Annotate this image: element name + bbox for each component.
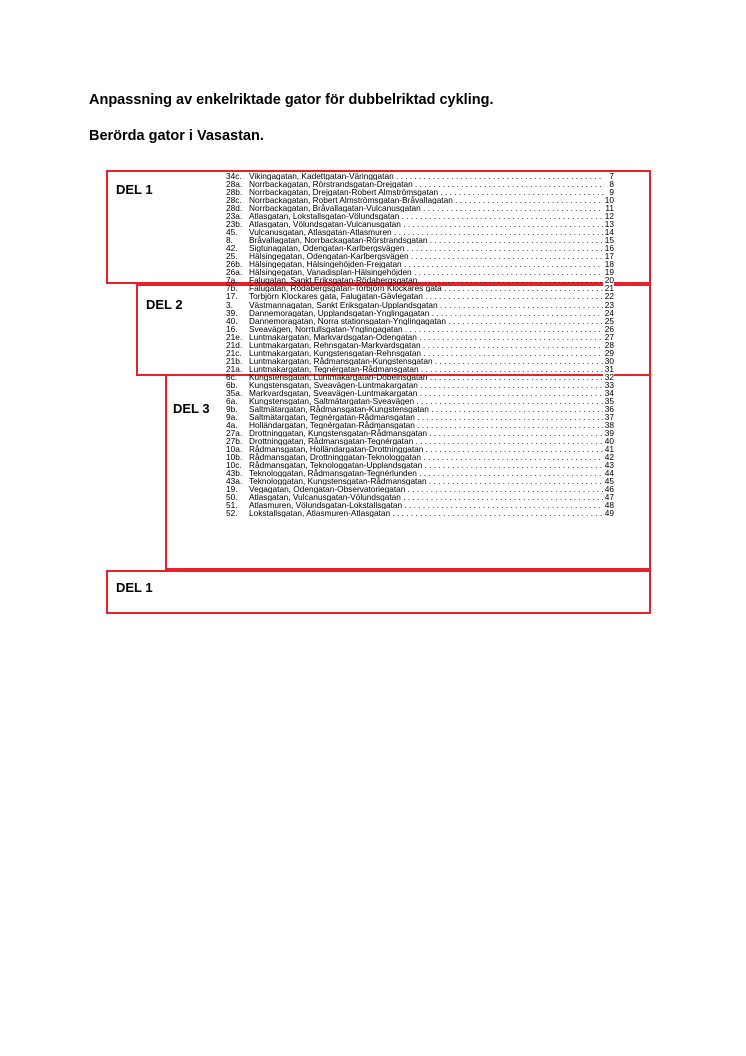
street-name: Norrbackagatan, Rörstrandsgatan-Drejgatan . . .	[249, 180, 604, 188]
street-name: Rådmansgatan, Holländargatan-Drottninggatan . . .	[249, 445, 604, 453]
street-code: 17.	[226, 292, 238, 301]
street-name: Torbjörn Klockares gata, Falugatan-Gävlegatan . . .	[249, 292, 604, 300]
street-name: Drottninggatan, Kungstensgatan-Rådmansgatan . . .	[249, 429, 604, 437]
street-name: Sigtunagatan, Odengatan-Karlbergsvägen . . .	[249, 244, 604, 252]
street-code: 34c.	[226, 172, 242, 181]
street-code: 39.	[226, 308, 238, 317]
page-number: 32	[604, 372, 614, 381]
street-name: Dannemoragatan, Norra stationsgatan-Ynglingagatan . . .	[249, 317, 604, 325]
page-number: 23	[604, 300, 614, 309]
street-name: Luntmakargatan, Rehnsgatan-Markvardsgatan . . .	[249, 341, 604, 349]
street-code: 21c.	[226, 348, 242, 357]
list-item	[226, 405, 614, 413]
del-3-label: DEL 3	[173, 401, 210, 416]
list-item	[226, 220, 614, 228]
list-item	[226, 429, 614, 437]
page-number: 49	[604, 509, 614, 518]
list-item	[226, 485, 614, 493]
list-item	[226, 469, 614, 477]
page-number: 29	[604, 348, 614, 357]
page-number: 37	[604, 412, 614, 421]
page-number: 20	[604, 276, 614, 285]
page-number: 25	[604, 316, 614, 325]
page-number: 12	[604, 212, 614, 221]
street-code: 6a.	[226, 396, 238, 405]
page-number: 15	[604, 236, 614, 245]
page-number: 48	[604, 501, 614, 510]
street-code: 26a.	[226, 268, 243, 277]
street-code: 28d.	[226, 204, 243, 213]
street-code: 45.	[226, 228, 238, 237]
page-number: 24	[604, 308, 614, 317]
street-code: 21b.	[226, 356, 243, 365]
del-1-label: DEL 1	[116, 182, 153, 197]
street-name: Markvardsgatan, Sveavägen-Luntmakargatan . . .	[249, 389, 604, 397]
street-name: Falugatan, Rödabergsgatan-Torbjörn Klockares gata . . .	[249, 284, 604, 292]
street-code: 3.	[226, 300, 233, 309]
list-item	[226, 180, 614, 188]
list-item	[226, 373, 614, 381]
page-number: 31	[604, 364, 614, 373]
page-number: 17	[604, 252, 614, 261]
list-item	[226, 445, 614, 453]
street-name: Hälsingegatan, Odengatan-Karlbergsvägen . . .	[249, 252, 604, 260]
list-item	[226, 389, 614, 397]
list-item	[226, 357, 614, 365]
page-number: 19	[604, 268, 614, 277]
page-number: 21	[604, 284, 614, 293]
street-name: Luntmakargatan, Kungstensgatan-Rehnsgatan . . .	[249, 349, 604, 357]
page-number: 13	[604, 220, 614, 229]
street-name: Kungstensgatan, Luntmakargatan-Döbelnsgatan . . .	[249, 373, 604, 381]
street-name: Hälsingegatan, Hälsingehöjden-Frejgatan . . .	[249, 260, 604, 268]
list-item	[226, 437, 614, 445]
street-code: 51.	[226, 501, 238, 510]
list-item	[226, 309, 614, 317]
page-number: 18	[604, 260, 614, 269]
street-code: 28c.	[226, 196, 242, 205]
street-code: 23b.	[226, 220, 243, 229]
list-item	[226, 228, 614, 236]
list-item	[226, 244, 614, 252]
del-1-second-label: DEL 1	[116, 580, 153, 595]
list-item	[226, 333, 614, 341]
list-item	[226, 453, 614, 461]
street-name: Sveavägen, Norrtullsgatan-Ynglingagatan . . .	[249, 325, 604, 333]
list-item	[226, 509, 614, 517]
page-number: 33	[604, 380, 614, 389]
page-number: 38	[604, 420, 614, 429]
list-item	[226, 317, 614, 325]
street-code: 40.	[226, 316, 238, 325]
page-number: 44	[604, 469, 614, 478]
list-item	[226, 284, 614, 292]
street-code: 9a.	[226, 412, 238, 421]
page-number: 46	[604, 485, 614, 494]
street-code: 50.	[226, 493, 238, 502]
street-name: Rådmansgatan, Teknologgatan-Upplandsgatan . . .	[249, 461, 604, 469]
street-name: Lokstallsgatan, Atlasmuren-Atlasgatan . . .	[249, 509, 604, 517]
street-name: Västmannagatan, Sankt Eriksgatan-Upplandsgatan . . .	[249, 301, 604, 309]
street-code: 6b.	[226, 380, 238, 389]
street-code: 21a.	[226, 364, 243, 373]
page-number: 42	[604, 453, 614, 462]
page-number: 7	[609, 172, 614, 181]
street-code: 43b.	[226, 469, 243, 478]
list-item	[226, 493, 614, 501]
list-item	[226, 268, 614, 276]
list-item	[226, 349, 614, 357]
street-name: Vulcanusgatan, Atlasgatan-Atlasmuren . . .	[249, 228, 604, 236]
street-name: Dannemoragatan, Upplandsgatan-Ynglingagatan . . .	[249, 309, 604, 317]
street-name: Hälsingegatan, Vanadisplan-Hälsingehöjden . . .	[249, 268, 604, 276]
page-number: 40	[604, 437, 614, 446]
page-number: 36	[604, 404, 614, 413]
list-item	[226, 301, 614, 309]
street-code: 43a.	[226, 477, 243, 486]
list-item	[226, 477, 614, 485]
list-item	[226, 365, 614, 373]
list-item	[226, 413, 614, 421]
page-number: 16	[604, 244, 614, 253]
street-code: 21e.	[226, 332, 243, 341]
street-code: 7b.	[226, 284, 238, 293]
street-name: Kungstensgatan, Sveavägen-Luntmakargatan . . .	[249, 381, 604, 389]
page-number: 9	[609, 188, 614, 197]
document-subtitle: Berörda gator i Vasastan.	[89, 128, 264, 144]
list-item	[226, 381, 614, 389]
list-item	[226, 260, 614, 268]
list-item	[226, 276, 614, 284]
page-number: 11	[605, 204, 614, 213]
street-name: Vikingagatan, Kadettgatan-Väringgatan . . .	[249, 172, 604, 180]
list-item	[226, 397, 614, 405]
list-item	[226, 252, 614, 260]
street-name: Luntmakargatan, Tegnérgatan-Rådmansgatan . . .	[249, 365, 604, 373]
street-name: Atlasgatan, Vulcanusgatan-Völundsgatan . . .	[249, 493, 604, 501]
street-name: Atlasgatan, Lokstallsgatan-Völundsgatan . . .	[249, 212, 604, 220]
street-name: Norrbackagatan, Bråvallagatan-Vulcanusgatan . . .	[249, 204, 604, 212]
street-code: 7a.	[226, 276, 238, 285]
page-number: 30	[604, 356, 614, 365]
street-code: 6c.	[226, 372, 238, 381]
street-name: Atlasmuren, Völundsgatan-Lokstallsgatan . . .	[249, 501, 604, 509]
street-code: 27a.	[226, 429, 243, 438]
street-name: Bråvallagatan, Norrbackagatan-Rörstrandsgatan . . .	[249, 236, 604, 244]
page-number: 35	[604, 396, 614, 405]
list-item	[226, 501, 614, 509]
street-code: 19.	[226, 485, 238, 494]
street-code: 10c.	[226, 461, 242, 470]
street-name: Vegagatan, Odengatan-Observatoriegatan . . .	[249, 485, 604, 493]
del-2-label: DEL 2	[146, 297, 183, 312]
street-code: 8.	[226, 236, 233, 245]
page-number: 43	[604, 461, 614, 470]
street-name: Saltmätargatan, Tegnérgatan-Rådmansgatan . . .	[249, 413, 604, 421]
page-number: 27	[604, 332, 614, 341]
list-item	[226, 196, 614, 204]
street-code: 27b.	[226, 437, 243, 446]
street-code: 21d.	[226, 340, 243, 349]
street-name: Luntmakargatan, Rådmansgatan-Kungstensgatan . . .	[249, 357, 604, 365]
page-number: 45	[604, 477, 614, 486]
street-list	[226, 172, 614, 517]
street-code: 25.	[226, 252, 238, 261]
street-name: Norrbackagatan, Drejgatan-Robert Almströmsgatan . . .	[249, 188, 604, 196]
list-item	[226, 212, 614, 220]
list-item	[226, 188, 614, 196]
street-name: Kungstensgatan, Saltmätargatan-Sveavägen . . .	[249, 397, 604, 405]
street-code: 10b.	[226, 453, 243, 462]
document-title: Anpassning av enkelriktade gator för dubbelriktad cykling.	[89, 92, 494, 108]
street-name: Holländargatan, Tegnérgatan-Rådmansgatan . . .	[249, 421, 604, 429]
page-number: 34	[604, 388, 614, 397]
street-code: 28a.	[226, 180, 243, 189]
street-name: Luntmakargatan, Markvardsgatan-Odengatan . . .	[249, 333, 604, 341]
list-item	[226, 236, 614, 244]
del-1-second-box	[106, 570, 651, 614]
page-number: 10	[604, 196, 614, 205]
street-code: 23a.	[226, 212, 243, 221]
street-name: Rådmansgatan, Drottninggatan-Teknologgatan . . .	[249, 453, 604, 461]
list-item	[226, 461, 614, 469]
page-number: 26	[604, 324, 614, 333]
street-name: Falugatan, Sankt Eriksgatan-Rödabergsgatan . . .	[249, 276, 604, 284]
list-item	[226, 172, 614, 180]
list-item	[226, 292, 614, 300]
page-number: 22	[604, 292, 614, 301]
street-name: Teknologgatan, Rådmansgatan-Tegnérlunden . . .	[249, 469, 604, 477]
list-item	[226, 421, 614, 429]
street-code: 4a.	[226, 420, 238, 429]
page-number: 8	[609, 180, 614, 189]
street-name: Teknologgatan, Kungstensgatan-Rådmansgatan . . .	[249, 477, 604, 485]
page-number: 28	[604, 340, 614, 349]
street-code: 42.	[226, 244, 238, 253]
list-item	[226, 204, 614, 212]
page-number: 39	[604, 429, 614, 438]
street-code: 26b.	[226, 260, 243, 269]
street-name: Drottninggatan, Rådmansgatan-Tegnérgatan . . .	[249, 437, 604, 445]
street-name: Atlasgatan, Völundsgatan-Vulcanusgatan . . .	[249, 220, 604, 228]
street-code: 28b.	[226, 188, 243, 197]
street-code: 52.	[226, 509, 238, 518]
page-number: 47	[604, 493, 614, 502]
street-code: 10a.	[226, 445, 243, 454]
street-code: 9b.	[226, 404, 238, 413]
street-code: 16.	[226, 324, 238, 333]
page-number: 14	[604, 228, 614, 237]
page-number: 41	[604, 445, 614, 454]
street-code: 35a.	[226, 388, 243, 397]
list-item	[226, 341, 614, 349]
street-name: Saltmätargatan, Rådmansgatan-Kungstensgatan . . .	[249, 405, 604, 413]
list-item	[226, 325, 614, 333]
street-name: Norrbackagatan, Robert Almströmsgatan-Bråvallagatan . . .	[249, 196, 604, 204]
